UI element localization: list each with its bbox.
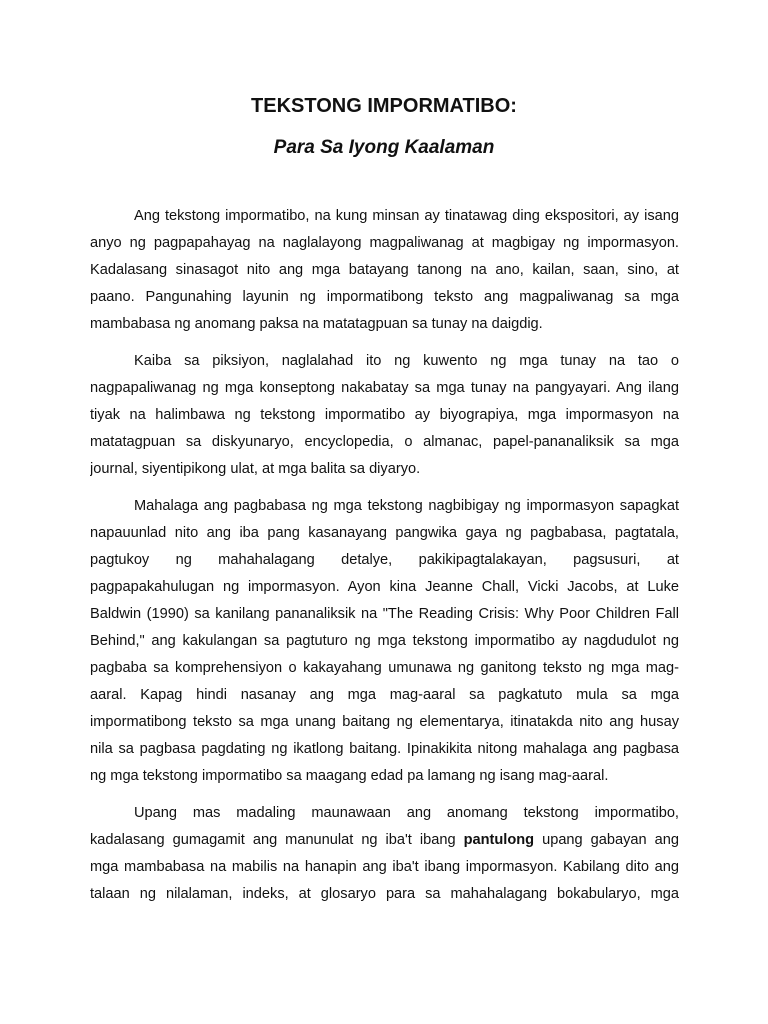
document-subtitle: Para Sa Iyong Kaalaman (273, 137, 495, 158)
paragraph-line (90, 628, 679, 655)
text-segment: Ang tekstong impormatibo, na kung minsan ay tinatawag ding ekspositori, ay isang (134, 208, 679, 224)
paragraph-line (90, 348, 679, 375)
text-segment: aaral. Kapag hindi nasanay ang mga mag-aaral sa pagkatuto mula sa mga (90, 687, 679, 703)
paragraph-line (90, 655, 679, 682)
paragraph-line (90, 520, 679, 547)
text-segment: tiyak na halimbawa ng tekstong impormatibo ay biyograpiya, mga impormasyon na (90, 407, 679, 423)
text-segment: nila sa pagbasa pagdating ng ikatlong baitang. Ipinakikita nitong mahalaga ang pagbasa (90, 741, 679, 757)
paragraph-line (90, 736, 679, 763)
text-segment: Behind," ang kakulangan sa pagtuturo ng mga tekstong impormatibo ay nagdudulot ng (90, 633, 679, 649)
paragraph (90, 493, 679, 790)
text-segment: anyo ng pagpapahayag na naglalayong magpaliwanag at magbigay ng impormasyon. (90, 235, 679, 251)
paragraph-line (90, 763, 679, 790)
paragraph-line (90, 311, 679, 338)
text-segment: pagtukoy ng mahahalagang detalye, pakikipagtalakayan, pagsusuri, at (90, 552, 679, 568)
paragraph-line (90, 827, 679, 854)
paragraph-line (90, 456, 679, 483)
paragraph-line (90, 854, 679, 881)
paragraph-line (90, 709, 679, 736)
paragraph-line (90, 547, 679, 574)
text-segment: mambabasa ng anomang paksa na matatagpuan sa tunay na daigdig. (90, 316, 543, 332)
text-segment: Upang mas madaling maunawaan ang anomang tekstong impormatibo, (134, 805, 679, 821)
document-title: TEKSTONG IMPORMATIBO: (251, 95, 517, 117)
text-segment: paano. Pangunahing layunin ng impormatibong teksto ang magpaliwanag sa mga (90, 289, 679, 305)
text-segment: kadalasang gumagamit ang manunulat ng iba't ibang (90, 832, 464, 848)
text-segment: ng mga tekstong impormatibo sa maagang edad pa lamang ng isang mag-aaral. (90, 768, 609, 784)
text-segment: nagpapaliwanag ng mga konseptong nakabatay sa mga tunay na pangyayari. Ang ilang (90, 380, 679, 396)
text-segment: pagpapakahulugan ng impormasyon. Ayon kina Jeanne Chall, Vicki Jacobs, at Luke (90, 579, 679, 595)
text-segment: upang gabayan ang (534, 832, 679, 848)
text-segment: Kaiba sa piksiyon, naglalahad ito ng kuwento ng mga tunay na tao o (134, 353, 679, 369)
paragraph-line (90, 574, 679, 601)
document-body (90, 203, 679, 918)
text-segment: talaan ng nilalaman, indeks, at glosaryo para sa mahahalagang bokabularyo, mga (90, 886, 679, 902)
text-segment: pagbaba sa komprehensiyon o kakayahang umunawa ng ganitong teksto ng mga mag- (90, 660, 679, 676)
paragraph (90, 348, 679, 483)
text-segment: journal, siyentipikong ulat, at mga balita sa diyaryo. (90, 461, 421, 477)
paragraph (90, 203, 679, 338)
text-segment: matatagpuan sa diskyunaryo, encyclopedia, o almanac, papel-pananaliksik sa mga (90, 434, 679, 450)
text-segment: mga mambabasa na mabilis na hanapin ang iba't ibang impormasyon. Kabilang dito ang (90, 859, 679, 875)
paragraph-line (90, 257, 679, 284)
paragraph-line (90, 493, 679, 520)
text-segment: Baldwin (1990) sa kanilang pananaliksik na "The Reading Crisis: Why Poor Children Fall (90, 606, 679, 622)
paragraph-line (90, 881, 679, 908)
text-segment: napauunlad nito ang iba pang kasanayang pangwika gaya ng pagbabasa, pagtatala, (90, 525, 679, 541)
paragraph-line (90, 429, 679, 456)
paragraph-line (90, 375, 679, 402)
text-segment: Kadalasang sinasagot nito ang mga batayang tanong na ano, kailan, saan, sino, at (90, 262, 679, 278)
paragraph-line (90, 203, 679, 230)
paragraph-line (90, 230, 679, 257)
paragraph-line (90, 682, 679, 709)
paragraph-line (90, 601, 679, 628)
paragraph-line (90, 402, 679, 429)
text-segment: Mahalaga ang pagbabasa ng mga tekstong nagbibigay ng impormasyon sapagkat (134, 498, 679, 514)
bold-term: pantulong (463, 832, 535, 848)
paragraph (90, 800, 679, 908)
paragraph-line (90, 284, 679, 311)
paragraph-line (90, 800, 679, 827)
text-segment: impormatibong teksto sa mga unang baitang ng elementarya, itinatakda nito ang husay (90, 714, 679, 730)
